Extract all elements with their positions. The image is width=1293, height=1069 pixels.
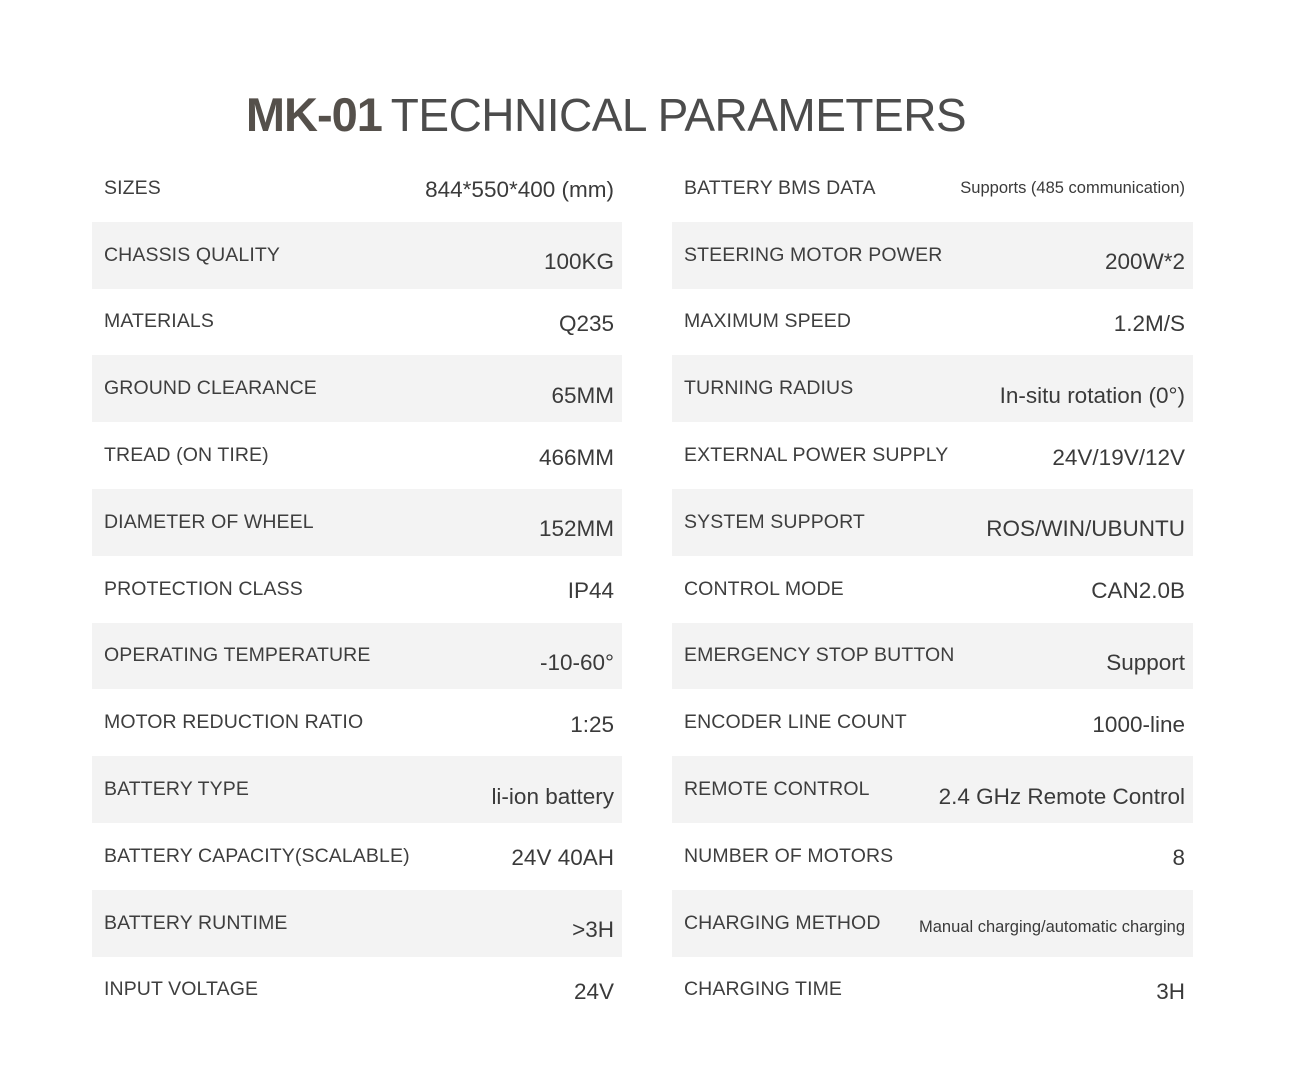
table-row — [92, 689, 622, 756]
spec-label: SYSTEM SUPPORT — [684, 510, 865, 533]
spec-label: INPUT VOLTAGE — [104, 978, 259, 1001]
table-row — [672, 689, 1193, 756]
spec-value: 466MM — [538, 444, 614, 470]
spec-value: 8 — [1172, 845, 1185, 871]
spec-label: STEERING MOTOR POWER — [684, 243, 943, 266]
spec-value: 24V/19V/12V — [1052, 444, 1185, 470]
table-row — [92, 155, 622, 222]
spec-value: 1:25 — [570, 711, 614, 737]
spec-label: OPERATING TEMPERATURE — [104, 644, 371, 667]
spec-label: BATTERY TYPE — [104, 778, 249, 801]
table-row — [92, 489, 622, 556]
spec-value: Supports (485 communication) — [960, 178, 1185, 197]
spec-label: CHASSIS QUALITY — [104, 243, 280, 266]
table-row — [92, 957, 622, 1024]
table-row — [92, 222, 622, 289]
spec-value: 24V — [573, 978, 614, 1004]
spec-label: CHARGING TIME — [684, 978, 843, 1001]
spec-label: MAXIMUM SPEED — [684, 310, 852, 333]
table-row — [672, 289, 1193, 356]
spec-label: MOTOR REDUCTION RATIO — [104, 711, 364, 734]
table-row — [672, 756, 1193, 823]
table-row — [92, 355, 622, 422]
spec-label: MATERIALS — [104, 310, 214, 333]
spec-label: EXTERNAL POWER SUPPLY — [684, 444, 949, 467]
page-title — [0, 88, 1212, 142]
table-row — [672, 823, 1193, 890]
spec-table-left — [92, 155, 622, 1023]
table-row — [672, 623, 1193, 690]
spec-label: BATTERY RUNTIME — [104, 911, 288, 934]
spec-value: 152MM — [538, 516, 614, 542]
table-row — [92, 422, 622, 489]
spec-value: li-ion battery — [491, 783, 614, 809]
spec-value: 65MM — [551, 382, 614, 408]
spec-table-right — [672, 155, 1193, 1023]
table-row — [92, 289, 622, 356]
table-row — [672, 489, 1193, 556]
spec-value: 844*550*400 (mm) — [425, 177, 614, 203]
model-name: MK-01 — [245, 88, 382, 142]
table-row — [672, 155, 1193, 222]
spec-value: In-situ rotation (0°) — [999, 382, 1185, 408]
table-row — [92, 756, 622, 823]
table-row — [92, 823, 622, 890]
spec-label: CHARGING METHOD — [684, 911, 881, 934]
table-row — [672, 222, 1193, 289]
spec-label: REMOTE CONTROL — [684, 778, 870, 801]
spec-value: Support — [1106, 649, 1185, 675]
spec-label: CONTROL MODE — [684, 577, 844, 600]
spec-value: 1.2M/S — [1113, 310, 1185, 336]
table-row — [672, 422, 1193, 489]
spec-label: BATTERY CAPACITY(SCALABLE) — [104, 844, 410, 867]
spec-label: EMERGENCY STOP BUTTON — [684, 644, 955, 667]
spec-value: 200W*2 — [1104, 249, 1185, 275]
spec-label: BATTERY BMS DATA — [684, 176, 876, 199]
spec-value: 2.4 GHz Remote Control — [938, 783, 1185, 809]
spec-label: GROUND CLEARANCE — [104, 377, 317, 400]
spec-label: PROTECTION CLASS — [104, 577, 303, 600]
table-row — [672, 355, 1193, 422]
spec-value: IP44 — [567, 578, 614, 604]
table-row — [92, 890, 622, 957]
spec-value: >3H — [572, 917, 614, 943]
spec-value: 100KG — [543, 249, 614, 275]
spec-label: ENCODER LINE COUNT — [684, 711, 907, 734]
spec-value: CAN2.0B — [1091, 578, 1185, 604]
spec-label: TREAD (ON TIRE) — [104, 444, 269, 467]
page-title-text: TECHNICAL PARAMETERS — [390, 89, 967, 142]
spec-label: NUMBER OF MOTORS — [684, 844, 894, 867]
spec-value: 1000-line — [1092, 711, 1185, 737]
table-row — [92, 623, 622, 690]
table-row — [672, 957, 1193, 1024]
spec-label: TURNING RADIUS — [684, 377, 854, 400]
spec-value: 24V 40AH — [511, 845, 614, 871]
spec-value: Manual charging/automatic charging — [919, 917, 1185, 936]
table-row — [672, 556, 1193, 623]
table-row — [672, 890, 1193, 957]
spec-label: DIAMETER OF WHEEL — [104, 510, 314, 533]
spec-value: ROS/WIN/UBUNTU — [986, 516, 1185, 542]
spec-value: Q235 — [558, 310, 614, 336]
spec-value: -10-60° — [539, 649, 614, 675]
table-row — [92, 556, 622, 623]
spec-label: SIZES — [104, 176, 161, 199]
spec-value: 3H — [1156, 978, 1185, 1004]
